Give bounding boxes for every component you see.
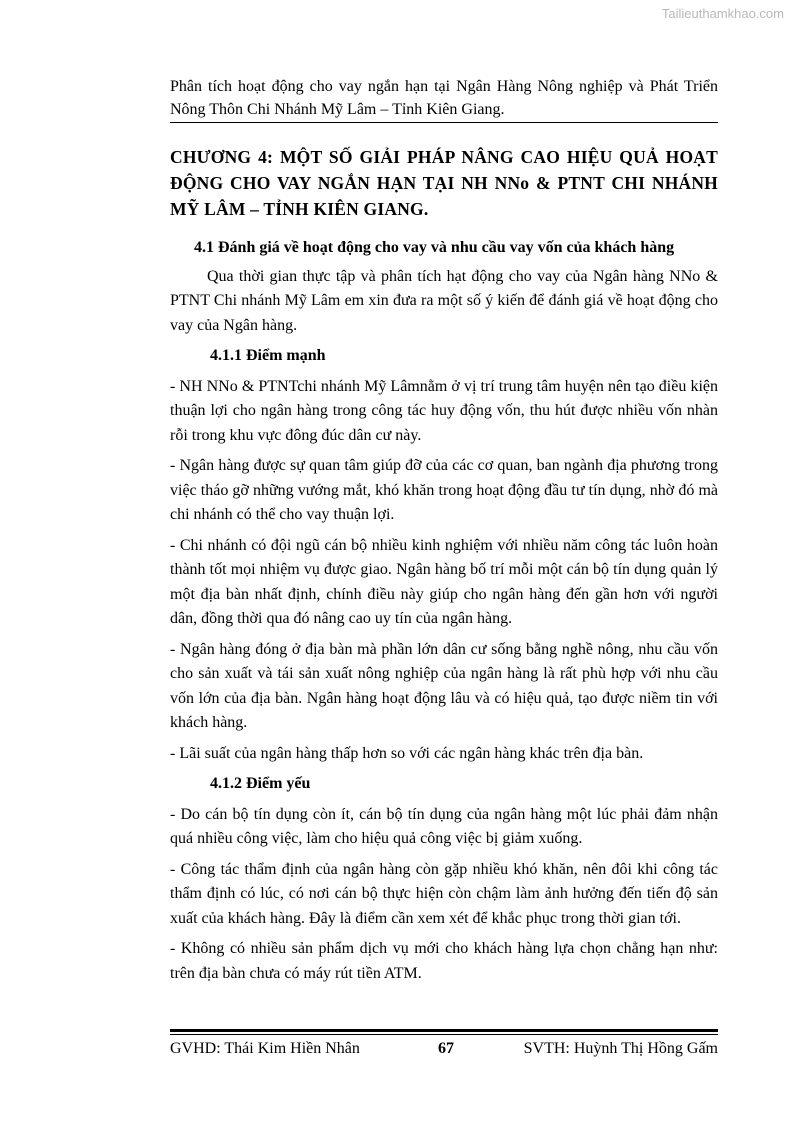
section-heading-4-1: 4.1 Đánh giá về hoạt động cho vay và nhu cầu vay vốn của khách hàng (194, 239, 675, 256)
strength-item: - Ngân hàng được sự quan tâm giúp đỡ của các cơ quan, ban ngành địa phương trong việc tháo gỡ những vướng mắt, khó khăn trong hoạt động đầu tư tín dụng, nhờ đó mà chi nhánh có thể cho vay thuận lợi. (170, 457, 718, 523)
footer-student: SVTH: Huỳnh Thị Hồng Gấm (523, 1040, 718, 1057)
weakness-item: - Không có nhiều sản phẩm dịch vụ mới cho khách hàng lựa chọn chẳng hạn như: trên địa bàn chưa có máy rút tiền ATM. (170, 940, 718, 982)
page-footer (170, 1040, 718, 1062)
running-header: Phân tích hoạt động cho vay ngắn hạn tại Ngân Hàng Nông nghiệp và Phát Triển Nông Thôn Chi Nhánh Mỹ Lâm – Tỉnh Kiên Giang. (170, 78, 718, 118)
strength-item: - Lãi suất của ngân hàng thấp hơn so với các ngân hàng khác trên địa bàn. (170, 744, 644, 762)
strength-item: - Chi nhánh có đội ngũ cán bộ nhiều kinh nghiệm với nhiều năm công tác luôn hoàn thành tốt mọi nhiệm vụ được giao. Ngân hàng bố trí mỗi một cán bộ tín dụng quản lý một địa bàn nhất định, chính điều này giúp cho ngân hàng đến gần hơn với người dân, đồng thời qua đó nâng cao uy tín của ngân hàng. (170, 536, 718, 627)
main-content (170, 236, 718, 992)
section-heading-4-1-2: 4.1.2 Điểm yếu (210, 775, 311, 792)
chapter-title: CHƯƠNG 4: MỘT SỐ GIẢI PHÁP NÂNG CAO HIỆU QUẢ HOẠT ĐỘNG CHO VAY NGẮN HẠN TẠI NH NNo & PTNT CHI NHÁNH MỸ LÂM – TỈNH KIÊN GIANG. (170, 147, 718, 219)
strength-item: - Ngân hàng đóng ở địa bàn mà phần lớn dân cư sống bằng nghề nông, nhu cầu vốn cho sản xuất và tái sản xuất nông nghiệp của ngân hàng là rất phù hợp với nhu cầu vốn lớn của địa bàn. Ngân hàng hoạt động lâu và có hiệu quả, tạo được niềm tin với khách hàng. (170, 640, 718, 731)
weakness-item: - Công tác thẩm định của ngân hàng còn gặp nhiều khó khăn, nên đôi khi công tác thẩm định có lúc, có nơi cán bộ thực hiện còn chậm làm ảnh hưởng đến tiến độ sản xuất của khách hàng. Đây là điểm cần xem xét để khắc phục trong thời gian tới. (170, 860, 718, 927)
footer-divider (170, 1029, 718, 1035)
weakness-item: - Do cán bộ tín dụng còn ít, cán bộ tín dụng của ngân hàng một lúc phải đảm nhận quá nhiều công việc, làm cho hiệu quả công việc bị giảm xuống. (170, 805, 718, 847)
strength-item: - NH NNo & PTNTchi nhánh Mỹ Lâmnằm ở vị trí trung tâm huyện nên tạo điều kiện thuận lợi cho ngân hàng trong công tác huy động vốn, thu hút được nhiều vốn nhàn rỗi trong khu vực đông đúc dân cư này. (170, 377, 718, 444)
section-heading-4-1-1: 4.1.1 Điểm mạnh (210, 347, 326, 364)
watermark: Tailieuthamkhao.com (661, 6, 784, 21)
intro-paragraph: Qua thời gian thực tập và phân tích hạt động cho vay của Ngân hàng NNo & PTNT Chi nhánh Mỹ Lâm em xin đưa ra một số ý kiến để đánh giá về hoạt động cho vay của Ngân hàng. (170, 267, 718, 334)
header-divider (170, 122, 718, 123)
footer-advisor: GVHD: Thái Kim Hiền Nhân (170, 1040, 360, 1057)
page-number: 67 (438, 1040, 454, 1057)
